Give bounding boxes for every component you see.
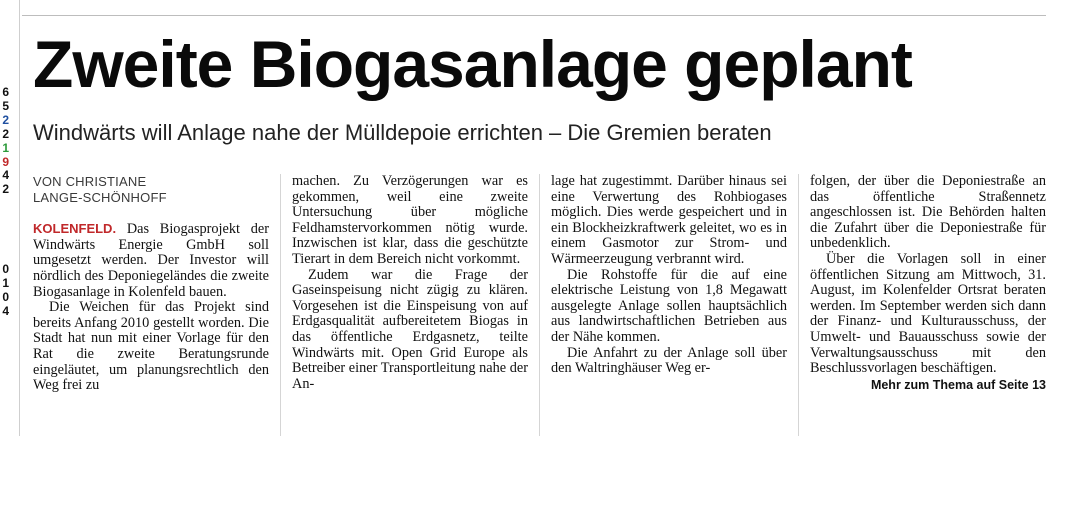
paragraph: Die Rohstoffe für die auf eine elektrische Leistung von 1,8 Megawatt ausgelegte Anlage sollen hauptsächlich aus landwirtschaftlichen Betrieben aus der Nähe kommen. <box>551 266 787 345</box>
margin-digit: 6 <box>2 85 9 99</box>
left-margin-rule <box>19 0 20 436</box>
paragraph: machen. Zu Verzögerungen war es gekommen, weil eine zweite Untersuchung über mögliche Feldhamstervorkommen nötig wurde. Inzwischen ist klar, dass die geschützte Tierart in dem Bereich nicht vorkommt. <box>292 173 528 267</box>
byline-line-2: LANGE-SCHÖNHOFF <box>33 189 167 205</box>
byline-line-1: VON CHRISTIANE <box>33 174 147 189</box>
margin-digit: 4 <box>2 168 9 183</box>
paragraph: Die Anfahrt zu der Anlage soll über den Waltringhäuser Weg er- <box>551 344 787 377</box>
margin-digit: 9 <box>2 154 9 169</box>
paragraph <box>33 221 269 300</box>
column-divider <box>539 174 540 436</box>
article-headline: Zweite Biogasanlage geplant <box>33 27 912 101</box>
paragraph: Die Weichen für das Projekt sind bereits Anfang 2010 gestellt worden. Die Stadt hat nun mit einer Vorlage für den Rat die zweite Beratungsrunde eingeläutet, um planungsrechtlich den Weg frei zu <box>33 299 269 394</box>
paragraph-text: Das Biogasprojekt der Windwärts Energie GmbH soll umgesetzt werden. Der Investor will nördlich des Deponiegeländes die zweite Biogasanlage in Kolenfeld bauen. <box>33 221 269 300</box>
article-column-4 <box>810 174 1046 393</box>
margin-digit: 4 <box>2 303 9 318</box>
article-column-2 <box>292 174 528 392</box>
dateline: KOLENFELD. <box>33 221 117 237</box>
column-divider <box>798 174 799 436</box>
article-column-3 <box>551 174 787 377</box>
paragraph: Über die Vorlagen soll in einer öffentlichen Sitzung am Mittwoch, 31. August, im Kolenfelder Ortsrat beraten werden. Im September werden sich dann der Finanz- und Kulturausschuss, der Umwelt- und Bauausschuss sowie der Verwaltungsausschuss mit den Beschlussvorlagen beschäftigen. <box>810 250 1046 377</box>
paragraph: folgen, der über die Deponiestraße an das öffentliche Straßennetz angeschlossen ist. Die Behörden halten die Zufahrt über die Deponiestraße für unbedenklich. <box>810 173 1046 252</box>
page-reference: Mehr zum Thema auf Seite 13 <box>870 377 1046 392</box>
paragraph: Zudem war die Frage der Gaseinspeisung nicht zügig zu klären. Vorgesehen ist die Einspeisung von auf Erdgasqualität aufbereitetem Biogas in das öffentliche Erdgasnetz, teilte Windwärts mit. Open Grid Europe als Betreiber einer Transportleitung nahe der An- <box>292 266 528 392</box>
article-subheadline: Windwärts will Anlage nahe der Mülldepoie errichten – Die Gremien beraten <box>33 120 772 145</box>
margin-digit: 1 <box>2 140 9 155</box>
top-rule <box>22 15 1046 16</box>
margin-digit: 5 <box>2 98 9 113</box>
margin-digit: 1 <box>2 276 9 291</box>
margin-digit: 0 <box>2 290 9 305</box>
paragraph: lage hat zugestimmt. Darüber hinaus sei eine Verwertung des Rohbiogases möglich. Dies werde gespeichert und in ein Blockheizkraftwerk geleitet, wo es in einem Gasmotor zur Strom- und Wärmeerzeugung verbrannt wird. <box>551 173 787 267</box>
adjacent-column-cutoff <box>0 86 11 319</box>
margin-digit: 2 <box>2 182 9 197</box>
margin-digit: 0 <box>2 262 9 277</box>
byline <box>33 174 269 205</box>
margin-digit: 2 <box>2 112 9 127</box>
article-column-1 <box>33 174 269 394</box>
margin-digit: 2 <box>2 126 9 141</box>
column-divider <box>280 174 281 436</box>
